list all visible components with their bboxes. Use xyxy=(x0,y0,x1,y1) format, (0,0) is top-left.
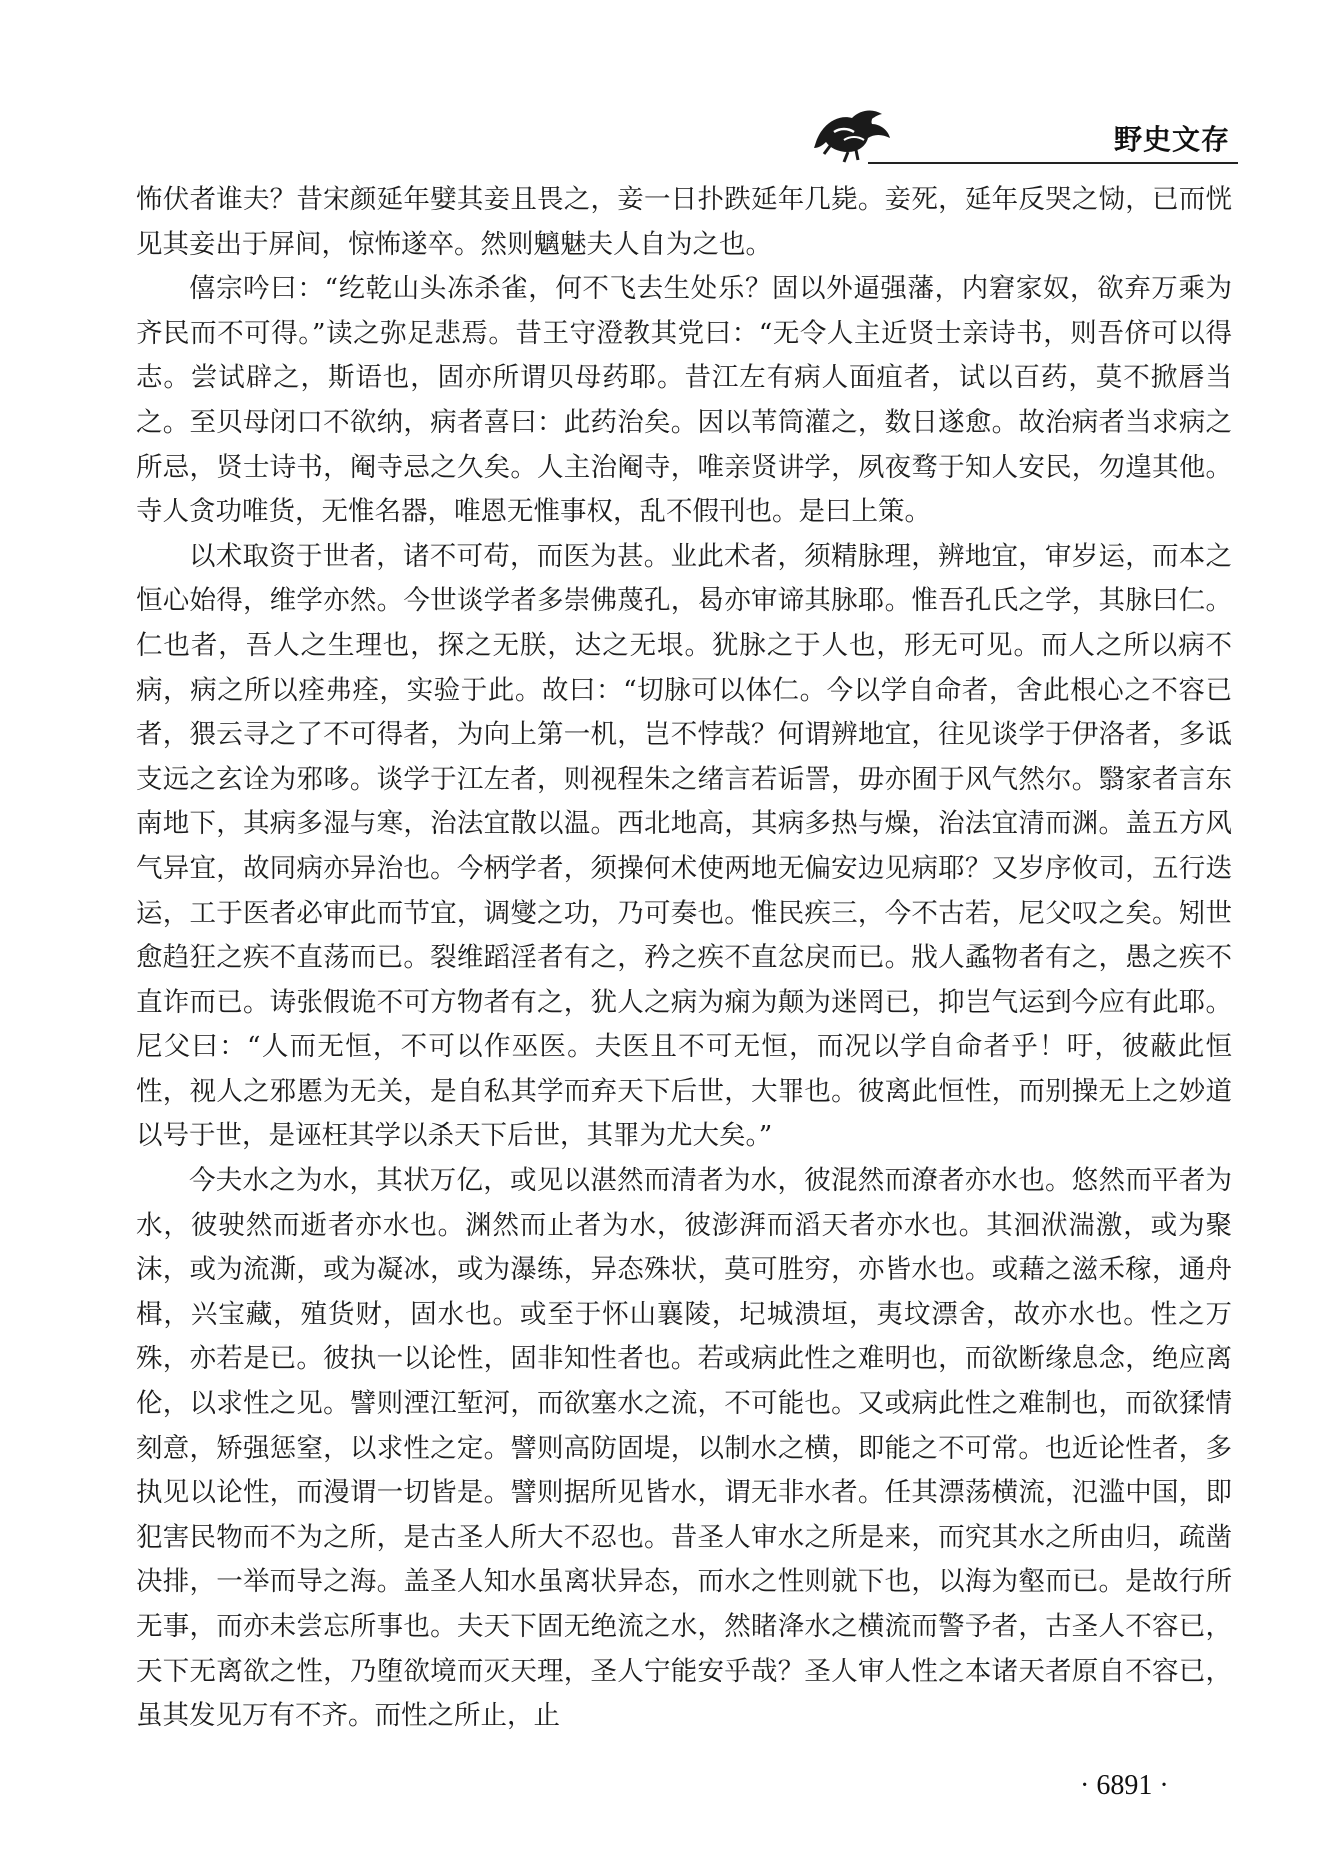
paragraph: 僖宗吟曰：“纥乾山头冻杀雀，何不飞去生处乐？固以外逼强藩，内窘家奴，欲弃万乘为齐民而不可得。”读之弥足悲焉。昔王守澄教其党曰：“无令人主近贤士亲诗书，则吾侪可以得志。尝试辟之，斯语也，固亦所谓贝母药耶。昔江左有病人面疽者，试以百药，莫不掀唇当之。至贝母闭口不欲纳，病者喜曰：此药治矣。因以苇筒灌之，数日遂愈。故治病者当求病之所忌，贤士诗书，阉寺忌之久矣。人主治阉寺，唯亲贤讲学，夙夜骛于知人安民，勿遑其他。寺人贪功唯货，无惟名器，唯恩无惟事权，乱不假刊也。是曰上策。 xyxy=(136,273,1232,528)
page-number: · 6891 · xyxy=(1080,1770,1169,1801)
body-text xyxy=(136,178,1232,1748)
dragon-emblem-icon xyxy=(808,102,898,164)
series-title: 野史文存 xyxy=(1113,123,1230,156)
header-rule xyxy=(868,162,1238,164)
paragraph: 以术取资于世者，诸不可苟，而医为甚。业此术者，须精脉理，辨地宜，审岁运，而本之恒心始得，维学亦然。今世谈学者多崇佛蔑孔，曷亦审谛其脉耶。惟吾孔氏之学，其脉曰仁。仁也者，吾人之生理也，探之无朕，达之无垠。犹脉之于人也，形无可见。而人之所以病不病，病之所以痊弗痊，实验于此。故曰：“切脉可以体仁。今以学自命者，舍此根心之不容已者，猥云寻之了不可得者，为向上第一机，岂不悖哉？何谓辨地宜，往见谈学于伊洛者，多诋支远之玄诠为邪哆。谈学于江左者，则视程朱之绪言若诟詈，毋亦囿于风气然尔。翳家者言东南地下，其病多湿与寒，治法宜散以温。西北地高，其病多热与燥，治法宜清而渊。盖五方风气异宜，故同病亦异治也。今柄学者，须操何术使两地无偏安边见病耶？又岁序攸司，五行迭运，工于医者必审此而节宜，调燮之功，乃可奏也。惟民疾三，今不古若，尼父叹之矣。矧世愈趋狂之疾不直荡而已。裂维蹈淫者有之，矜之疾不直忿戾而已。戕人蟊物者有之，愚之疾不直诈而已。诪张假诡不可方物者有之，犹人之病为痫为颠为迷罔已，抑岂气运到今应有此耶。尼父曰：“人而无恒，不可以作巫医。夫医且不可无恒，而况以学自命者乎！吁，彼蔽此恒性，视人之邪慝为无关，是自私其学而弃天下后世，大罪也。彼离此恒性，而别操无上之妙道以号于世，是诬枉其学以杀天下后世，其罪为尤大矣。” xyxy=(136,540,1232,1152)
paragraph: 今夫水之为水，其状万亿，或见以湛然而清者为水，彼混然而潦者亦水也。悠然而平者为水，彼驶然而逝者亦水也。渊然而止者为水，彼澎湃而滔天者亦水也。其洄洑湍激，或为聚沫，或为流澌，或为凝冰，或为瀑练，异态殊状，莫可胜穷，亦皆水也。或藉之滋禾稼，通舟楫，兴宝藏，殖货财，固水也。或至于怀山襄陵，圮城溃垣，夷坟漂舍，故亦水也。性之万殊，亦若是已。彼执一以论性，固非知性者也。若或病此性之难明也，而欲断缘息念，绝应离伦，以求性之见。譬则湮江堑河，而欲塞水之流，不可能也。又或病此性之难制也，而欲猱情刻意，矫强惩窒，以求性之定。譬则高防固堤，以制水之横，即能之不可常。也近论性者，多执见以论性，而漫谓一切皆是。譬则据所见皆水，谓无非水者。任其漂荡横流，氾滥中国，即犯害民物而不为之所，是古圣人所大不忍也。昔圣人审水之所是来，而究其水之所由归，疏凿决排，一举而导之海。盖圣人知水虽离状异态，而水之性则就下也，以海为壑而已。是故行所无事，而亦未尝忘所事也。夫天下固无绝流之水，然睹洚水之横流而警予者，古圣人不容已，天下无离欲之性，乃堕欲境而灭天理，圣人宁能安乎哉？圣人审人性之本诸天者原自不容已，虽其发见万有不齐。而性之所止，止 xyxy=(136,1165,1232,1732)
running-header xyxy=(808,98,1238,170)
paragraph-continuation: 怖伏者谁夫？昔宋颜延年嬖其妾且畏之，妾一日扑跌延年几毙。妾死，延年反哭之恸，已而恍见其妾出于屏间，惊怖遂卒。然则魑魅夫人自为之也。 xyxy=(136,184,1232,260)
